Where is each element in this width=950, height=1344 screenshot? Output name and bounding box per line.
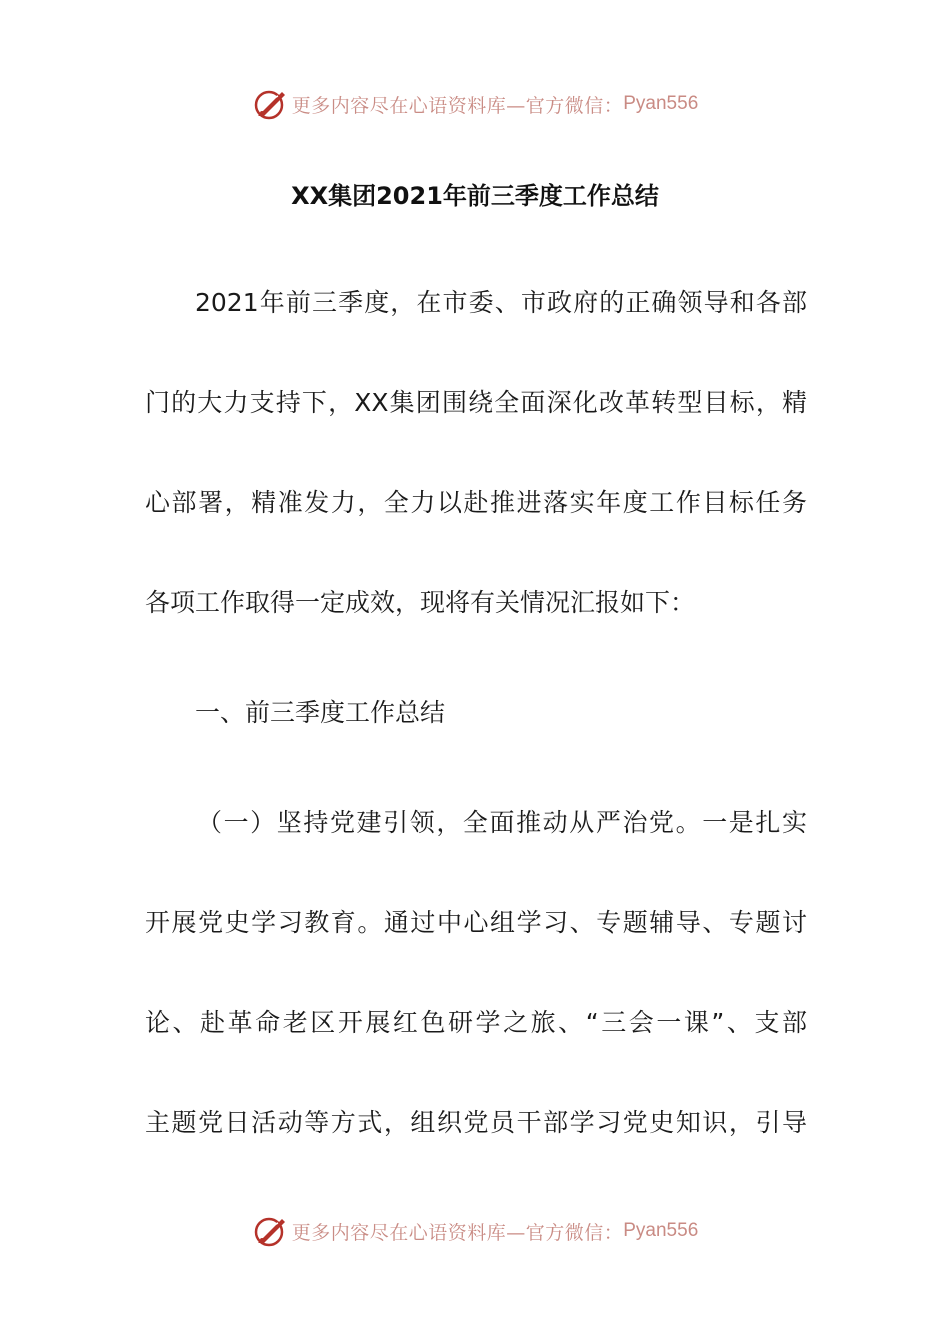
paragraph-line: 心部署，精准发力，全力以赴推进落实年度工作目标任务 bbox=[145, 488, 807, 517]
paragraph-line: 主题党日活动等方式，组织党员干部学习党史知识，引导 bbox=[145, 1108, 807, 1137]
paragraph-line: 论、赴革命老区开展红色研学之旅、“三会一课”、支部 bbox=[145, 1008, 807, 1037]
section-heading: 一、前三季度工作总结 bbox=[195, 698, 446, 727]
watermark-text: 更多内容尽在心语资料库—官方微信： bbox=[291, 1221, 624, 1244]
document-title: XX集团2021年前三季度工作总结 bbox=[291, 182, 659, 210]
watermark-wechat-id: Pyan556 bbox=[623, 93, 699, 114]
watermark-wechat-id: Pyan556 bbox=[623, 1220, 699, 1241]
paragraph-line: 2021年前三季度，在市委、市政府的正确领导和各部 bbox=[195, 288, 807, 317]
paragraph-line: 各项工作取得一定成效，现将有关情况汇报如下： bbox=[145, 588, 696, 617]
footer-watermark bbox=[0, 1211, 950, 1251]
quill-logo-icon bbox=[252, 86, 288, 122]
paragraph-line: （一）坚持党建引领，全面推动从严治党。一是扎实 bbox=[197, 808, 807, 837]
header-watermark bbox=[0, 84, 950, 124]
paragraph-line: 开展党史学习教育。通过中心组学习、专题辅导、专题讨 bbox=[145, 908, 807, 937]
paragraph-line: 门的大力支持下，XX集团围绕全面深化改革转型目标，精 bbox=[145, 388, 807, 417]
watermark-text: 更多内容尽在心语资料库—官方微信： bbox=[291, 94, 624, 117]
quill-logo-icon bbox=[252, 1213, 288, 1249]
